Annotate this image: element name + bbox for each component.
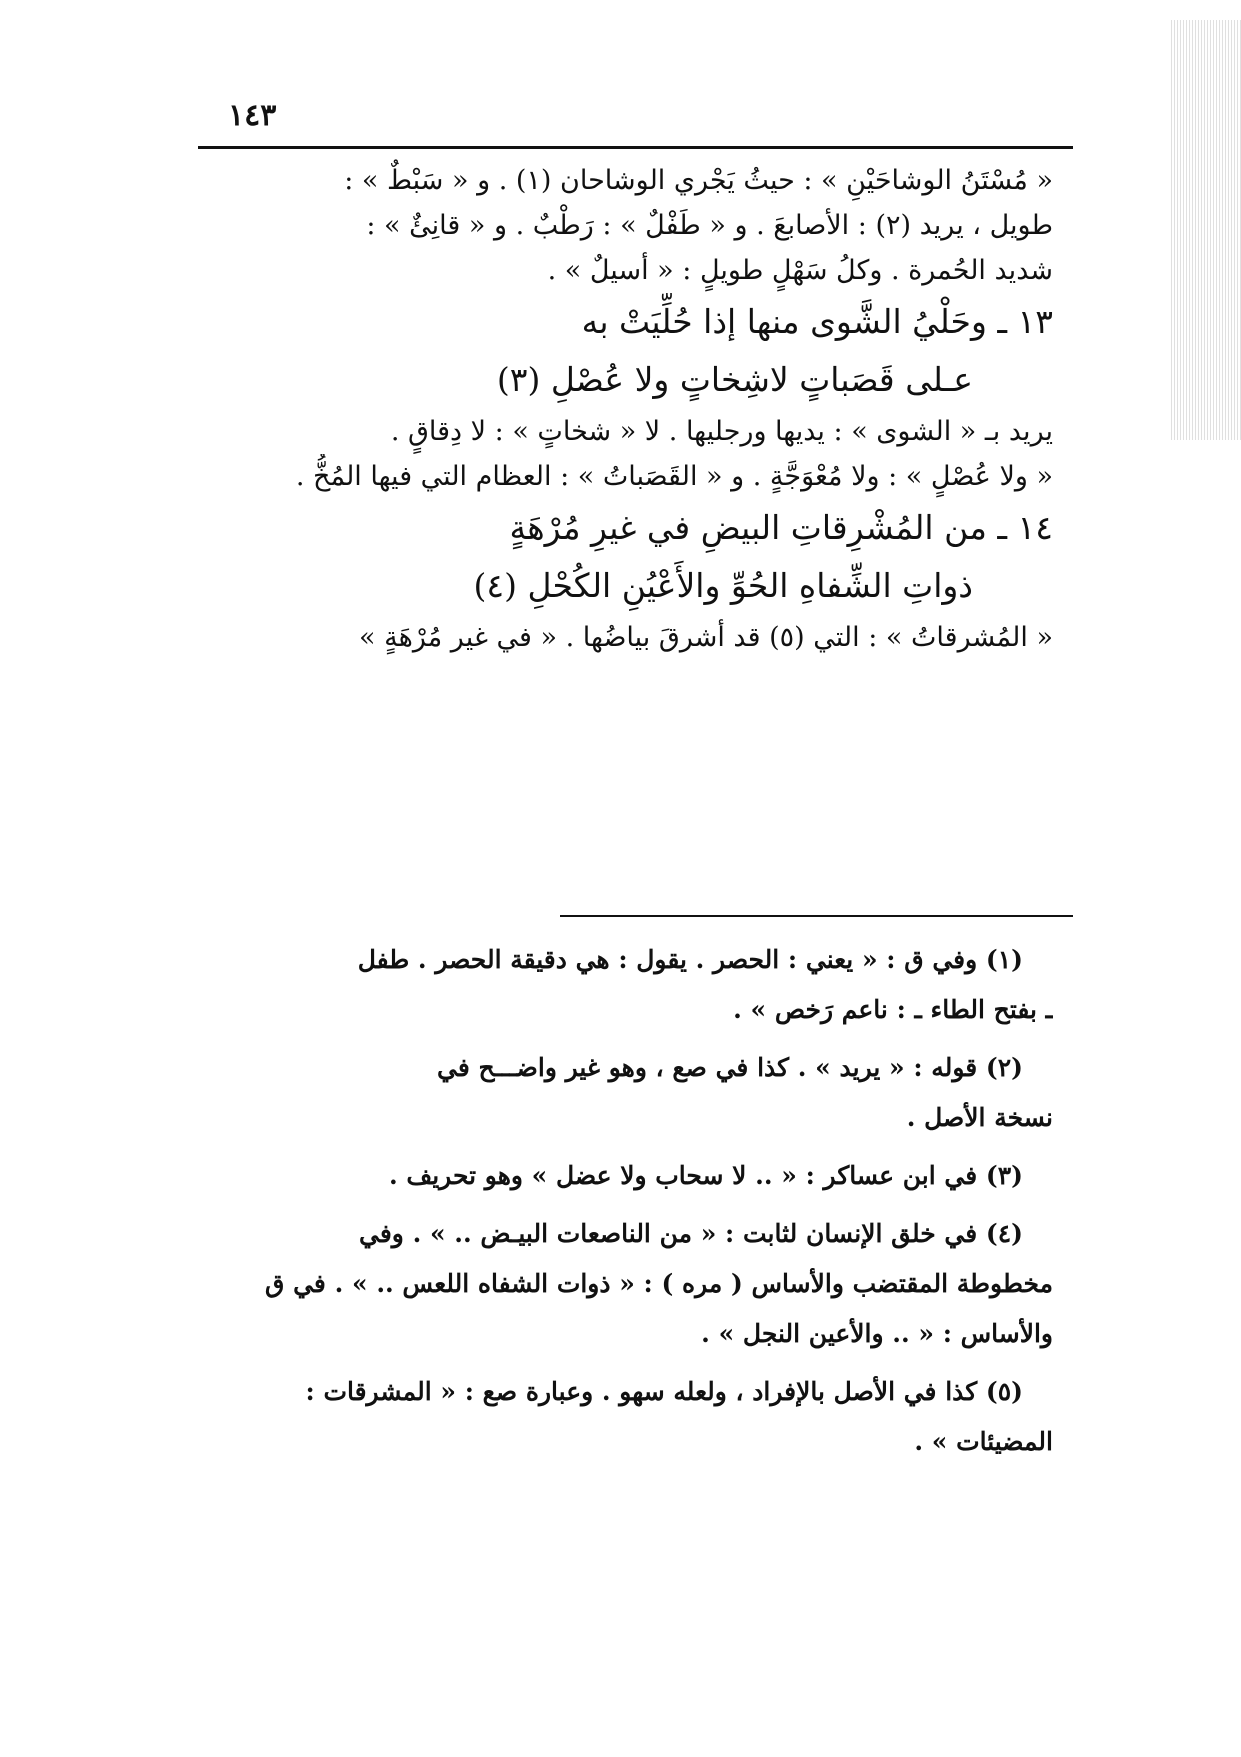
verse-13-first-hemistich: ١٣ ـ وحَلْيُ الشَّوى منها إذا حُلِّيَتْ به bbox=[581, 302, 1053, 341]
footnote-rule bbox=[560, 915, 1073, 917]
footnote-4-continued-2: والأساس : « .. والأعين النجل » . bbox=[701, 1319, 1053, 1348]
text-line-1: « مُسْتَنُ الوشاحَيْنِ » : حيثُ يَجْري الوشاحان (١) . و « سَبْطٌ » : bbox=[344, 165, 1053, 196]
main-text-block bbox=[212, 158, 1053, 660]
footnote-5: (٥) كذا في الأصل بالإفراد ، ولعله سهو . وعبارة صع : « المشرقات : bbox=[305, 1377, 1023, 1406]
header-rule bbox=[198, 146, 1073, 149]
footnote-4: (٤) في خلق الإنسان لثابت : « من الناصعات البيـض .. » . وفي bbox=[359, 1219, 1023, 1248]
verse-13-second-hemistich: عـلى قَصَباتٍ لاشِخاتٍ ولا عُصْلِ (٣) bbox=[496, 360, 973, 399]
footnote-1: (١) وفي ق : « يعني : الحصر . يقول : هي دقيقة الحصر . طفل bbox=[357, 945, 1023, 974]
scan-edge-shade bbox=[1171, 20, 1241, 440]
text-line-3: شديد الحُمرة . وكلُ سَهْلٍ طويلٍ : « أسيلٌ » . bbox=[547, 255, 1053, 286]
footnote-5-continued: المضيئات » . bbox=[914, 1427, 1053, 1456]
footnote-1-continued: ـ بفتح الطاء ـ : ناعم رَخص » . bbox=[733, 995, 1053, 1024]
verse-14-second-hemistich: ذواتِ الشِّفاهِ الحُوِّ والأَعْيُنِ الكُحْلِ (٤) bbox=[473, 566, 973, 605]
page-number: ١٤٣ bbox=[228, 98, 277, 133]
text-line-5: « ولا عُصْلٍ » : ولا مُعْوَجَّةٍ . و « القَصَباتُ » : العظام التي فيها المُخُّ . bbox=[295, 461, 1053, 492]
footnote-2: (٢) قوله : « يريد » . كذا في صع ، وهو غير واضـــح في bbox=[437, 1053, 1023, 1082]
text-line-2: طويل ، يريد (٢) : الأصابعَ . و « طَفْلٌ » : رَطْبٌ . و « قانِئٌ » : bbox=[366, 210, 1053, 241]
text-line-4: يريد بـ « الشوى » : يديها ورجليها . لا « شخاتٍ » : لا دِقاقٍ . bbox=[390, 416, 1053, 447]
text-line-6: « المُشرقاتُ » : التي (٥) قد أشرقَ بياضُها . « في غير مُرْهَةٍ » bbox=[359, 622, 1053, 653]
footnote-4-continued-1: مخطوطة المقتضب والأساس ( مره ) : « ذوات الشفاه اللعس .. » . في ق bbox=[264, 1269, 1053, 1298]
footnote-3: (٣) في ابن عساكر : « .. لا سحاب ولا عضل » وهو تحريف . bbox=[388, 1161, 1023, 1190]
footnotes-block bbox=[212, 935, 1053, 1467]
verse-14-first-hemistich: ١٤ ـ من المُشْرِقاتِ البيضِ في غيرِ مُرْهَةٍ bbox=[509, 508, 1053, 547]
footnote-2-continued: نسخة الأصل . bbox=[906, 1103, 1053, 1132]
